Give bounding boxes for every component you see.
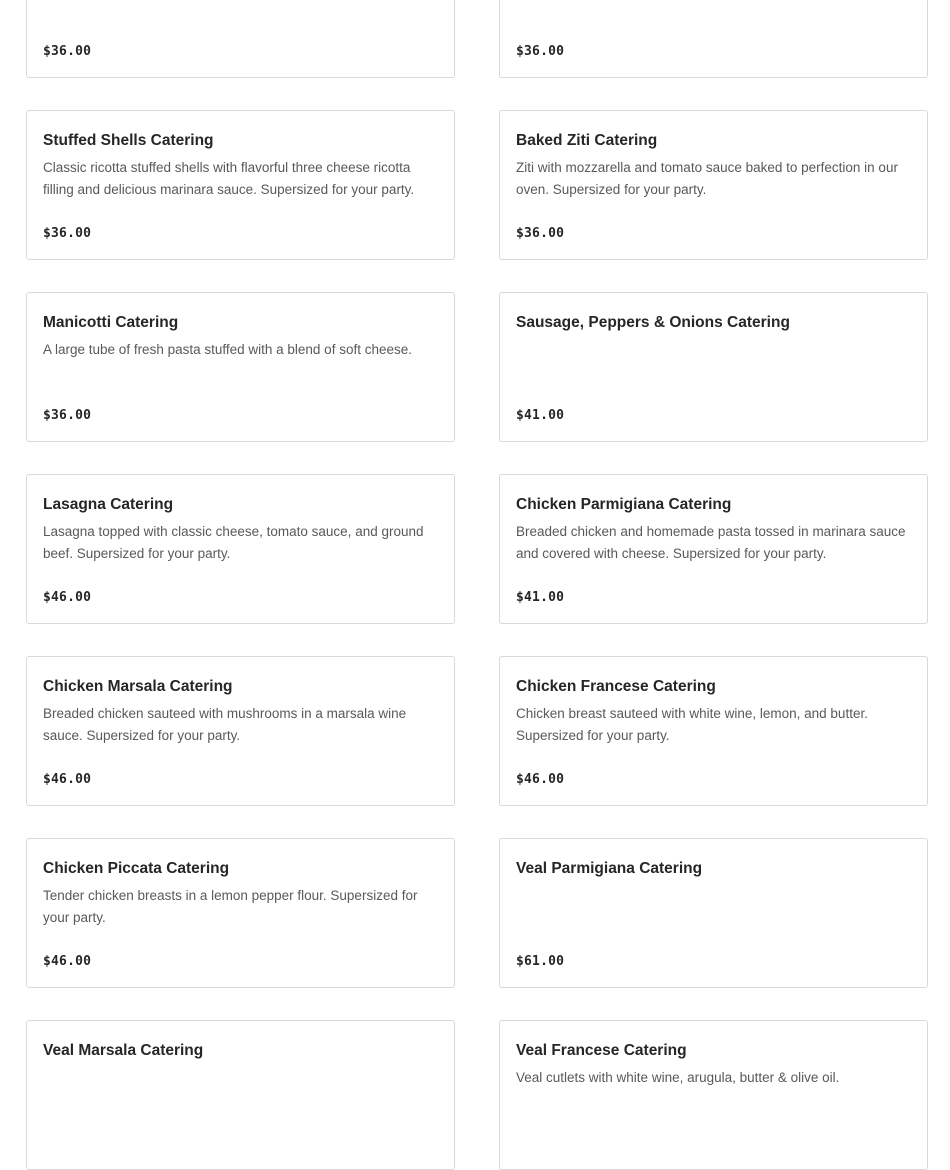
item-description: Lasagna topped with classic cheese, tomato sauce, and ground beef. Supersized for your party. (43, 524, 424, 561)
item-description: Tender chicken breasts in a lemon pepper flour. Supersized for your party. (43, 888, 418, 925)
item-description: Chicken breast sauteed with white wine, lemon, and butter. Supersized for your party. (516, 706, 868, 743)
item-name: Manicotti Catering (43, 314, 179, 331)
item-price: $41.00 (516, 408, 565, 423)
menu-item-card[interactable] (499, 292, 928, 442)
item-name: Chicken Marsala Catering (43, 678, 233, 695)
menu-item-grid (26, 0, 928, 1170)
menu-item-card[interactable] (26, 656, 455, 806)
item-name: Sausage, Peppers & Onions Catering (516, 314, 790, 331)
item-price: $36.00 (43, 408, 92, 423)
item-price: $61.00 (516, 954, 565, 969)
item-name: Stuffed Shells Catering (43, 132, 214, 149)
menu-item-card[interactable] (26, 838, 455, 988)
item-name: Veal Marsala Catering (43, 1042, 204, 1059)
item-price: $36.00 (43, 44, 92, 59)
menu-item-card[interactable] (26, 292, 455, 442)
item-price: $36.00 (516, 226, 565, 241)
item-price: $41.00 (516, 590, 565, 605)
item-name: Baked Ziti Catering (516, 132, 658, 149)
item-name: Lasagna Catering (43, 496, 174, 513)
menu-item-card[interactable] (26, 110, 455, 260)
menu-item-card[interactable] (499, 656, 928, 806)
item-price: $46.00 (516, 772, 565, 787)
menu-item-card[interactable] (499, 474, 928, 624)
item-description: Breaded chicken and homemade pasta tossed in marinara sauce and covered with cheese. Supersized for your party. (516, 524, 906, 561)
menu-item-card[interactable] (499, 0, 928, 78)
menu-item-card[interactable] (26, 474, 455, 624)
item-price: $36.00 (43, 226, 92, 241)
item-price: $46.00 (43, 590, 92, 605)
item-name: Veal Francese Catering (516, 1042, 687, 1059)
item-name: Chicken Parmigiana Catering (516, 496, 732, 513)
item-name: Veal Parmigiana Catering (516, 860, 703, 877)
item-price: $46.00 (43, 772, 92, 787)
menu-item-card[interactable] (26, 1020, 455, 1170)
menu-item-card[interactable] (26, 0, 455, 78)
item-description: Veal cutlets with white wine, arugula, butter & olive oil. (516, 1070, 840, 1085)
item-price: $36.00 (516, 44, 565, 59)
item-description: Ziti with mozzarella and tomato sauce baked to perfection in our oven. Supersized for your party. (516, 160, 898, 197)
item-name: Chicken Piccata Catering (43, 860, 230, 877)
item-price: $46.00 (43, 954, 92, 969)
menu-item-card[interactable] (499, 838, 928, 988)
item-description: A large tube of fresh pasta stuffed with a blend of soft cheese. (43, 342, 412, 357)
menu-item-card[interactable] (499, 1020, 928, 1170)
item-description: Breaded chicken sauteed with mushrooms in a marsala wine sauce. Supersized for your party. (43, 706, 407, 743)
menu-item-card[interactable] (499, 110, 928, 260)
item-description: Classic ricotta stuffed shells with flavorful three cheese ricotta filling and delicious marinara sauce. Supersized for your party. (43, 160, 415, 197)
item-name: Chicken Francese Catering (516, 678, 716, 695)
